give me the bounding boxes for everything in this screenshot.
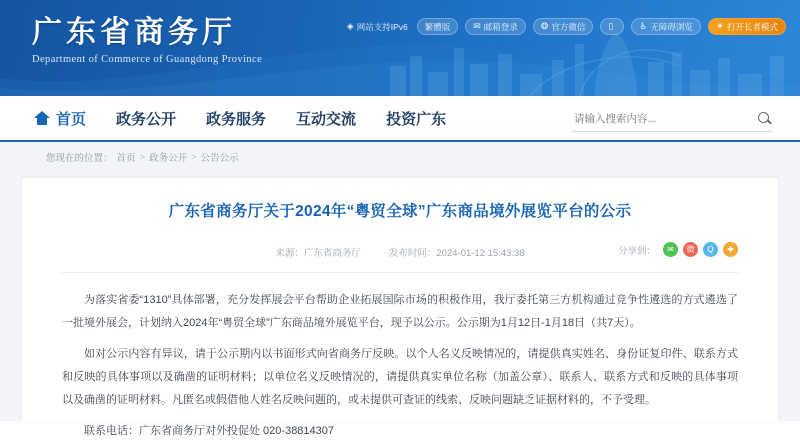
qq-icon[interactable]: Q	[703, 242, 718, 257]
utility-link-accessibility-label: 无障碍浏览	[650, 21, 693, 32]
utility-link-wechat[interactable]	[533, 18, 594, 35]
mail-icon: ✉	[473, 21, 481, 31]
elder-icon: ☀	[715, 21, 724, 31]
nav-item-government-services[interactable]	[206, 96, 266, 140]
utility-link-mobile[interactable]	[600, 18, 624, 35]
site-name-en: Department of Commerce of Guangdong Province	[32, 54, 263, 65]
site-header	[0, 0, 800, 96]
nav-item-invest-guangdong-label: 投资广东	[386, 110, 447, 128]
article-meta	[62, 242, 738, 262]
main-nav	[0, 96, 800, 142]
nav-item-home[interactable]	[34, 96, 86, 140]
article-paragraph-3: 联系电话：广东省商务厅对外投促处 020-38814307	[84, 425, 335, 437]
nav-item-government-services-label: 政务服务	[206, 110, 267, 128]
breadcrumb-prefix: 您现在的位置：	[46, 153, 113, 164]
nav-item-interaction-label: 互动交流	[296, 110, 357, 128]
article-publish-time: 发布时间：2024-01-12 15:43:38	[388, 248, 525, 259]
breadcrumb-item-government-affairs[interactable]: 政务公开	[149, 153, 188, 164]
article-source: 来源：广东省商务厅	[275, 248, 361, 259]
page-title: 广东省商务厅关于2024年“粤贸全球”广东商品境外展览平台的公示	[168, 203, 632, 220]
breadcrumb-item-home[interactable]: 首页	[116, 153, 136, 164]
utility-link-accessibility[interactable]	[631, 18, 701, 35]
utility-link-mail[interactable]	[465, 18, 526, 35]
nav-item-interaction[interactable]	[296, 96, 356, 140]
wechat-icon: ❂	[540, 21, 549, 31]
nav-item-government-affairs-label: 政务公开	[116, 110, 177, 128]
ipv6-badge-icon: ◈	[346, 21, 354, 31]
more-share-icon[interactable]: ✚	[723, 242, 738, 257]
utility-link-ipv6	[345, 18, 410, 35]
utility-link-traditional[interactable]	[417, 18, 459, 35]
article-paragraph-2: 如对公示内容有异议，请于公示期内以书面形式向省商务厅反映。以个人名义反映情况的，请提供真实姓名、身份证复印件、联系方式和反映的具体事项以及确凿的证明材料；以单位名义反映情况的，请提供真实单位名称（加盖公章）、联系人、联系方式和反映的具体事项以及确凿的证明材料。凡匿名或假借他人姓名反映问题的，或未提供可查证的线索、反映问题缺乏证据材料的，不予受理。	[62, 348, 738, 406]
search-box[interactable]	[572, 106, 772, 132]
site-brand[interactable]	[32, 16, 262, 65]
breadcrumb-separator-1: >	[139, 151, 146, 163]
search-icon[interactable]	[757, 111, 772, 126]
home-icon	[34, 111, 50, 125]
weibo-icon[interactable]: 微	[683, 242, 698, 257]
utility-link-traditional-label: 繁體版	[424, 21, 451, 32]
mobile-icon: ▯	[608, 21, 614, 31]
article-card	[22, 178, 778, 437]
breadcrumb-item-announcements[interactable]: 公告公示	[200, 153, 239, 164]
utility-link-wechat-label: 官方微信	[551, 21, 586, 32]
nav-item-government-affairs[interactable]	[116, 96, 176, 140]
share-label: 分享到：	[617, 245, 656, 257]
article-paragraph-1: 为落实省委“1310”具体部署，充分发挥展会平台帮助企业拓展国际市场的积极作用，我厅委托第三方机构通过竞争性遴选的方式遴选了一批境外展会，计划纳入2024年“粤贸全球”广东商品境外展览平台，现予以公示。公示期为1月12日-1月18日（共7天）。	[62, 294, 738, 329]
breadcrumb-separator-2: >	[191, 151, 197, 163]
breadcrumb	[0, 142, 800, 172]
utility-links	[345, 18, 786, 35]
share-bar	[618, 242, 738, 257]
utility-link-mail-label: 邮箱登录	[483, 21, 518, 32]
nav-item-invest-guangdong[interactable]	[386, 96, 446, 140]
utility-link-ipv6-label: 网站支持IPv6	[356, 21, 408, 32]
skyline-decoration	[380, 26, 800, 96]
meta-divider	[62, 272, 738, 273]
site-name-cn: 广东省商务厅	[32, 16, 236, 49]
wechat-icon[interactable]: ✉	[663, 242, 678, 257]
search-input[interactable]	[572, 112, 757, 126]
article-body	[62, 289, 738, 443]
accessibility-icon: ♿	[639, 21, 648, 31]
utility-link-elder-mode[interactable]	[708, 18, 786, 35]
utility-link-elder-mode-label: 打开长者模式	[726, 21, 778, 32]
nav-item-home-label: 首页	[56, 110, 87, 128]
